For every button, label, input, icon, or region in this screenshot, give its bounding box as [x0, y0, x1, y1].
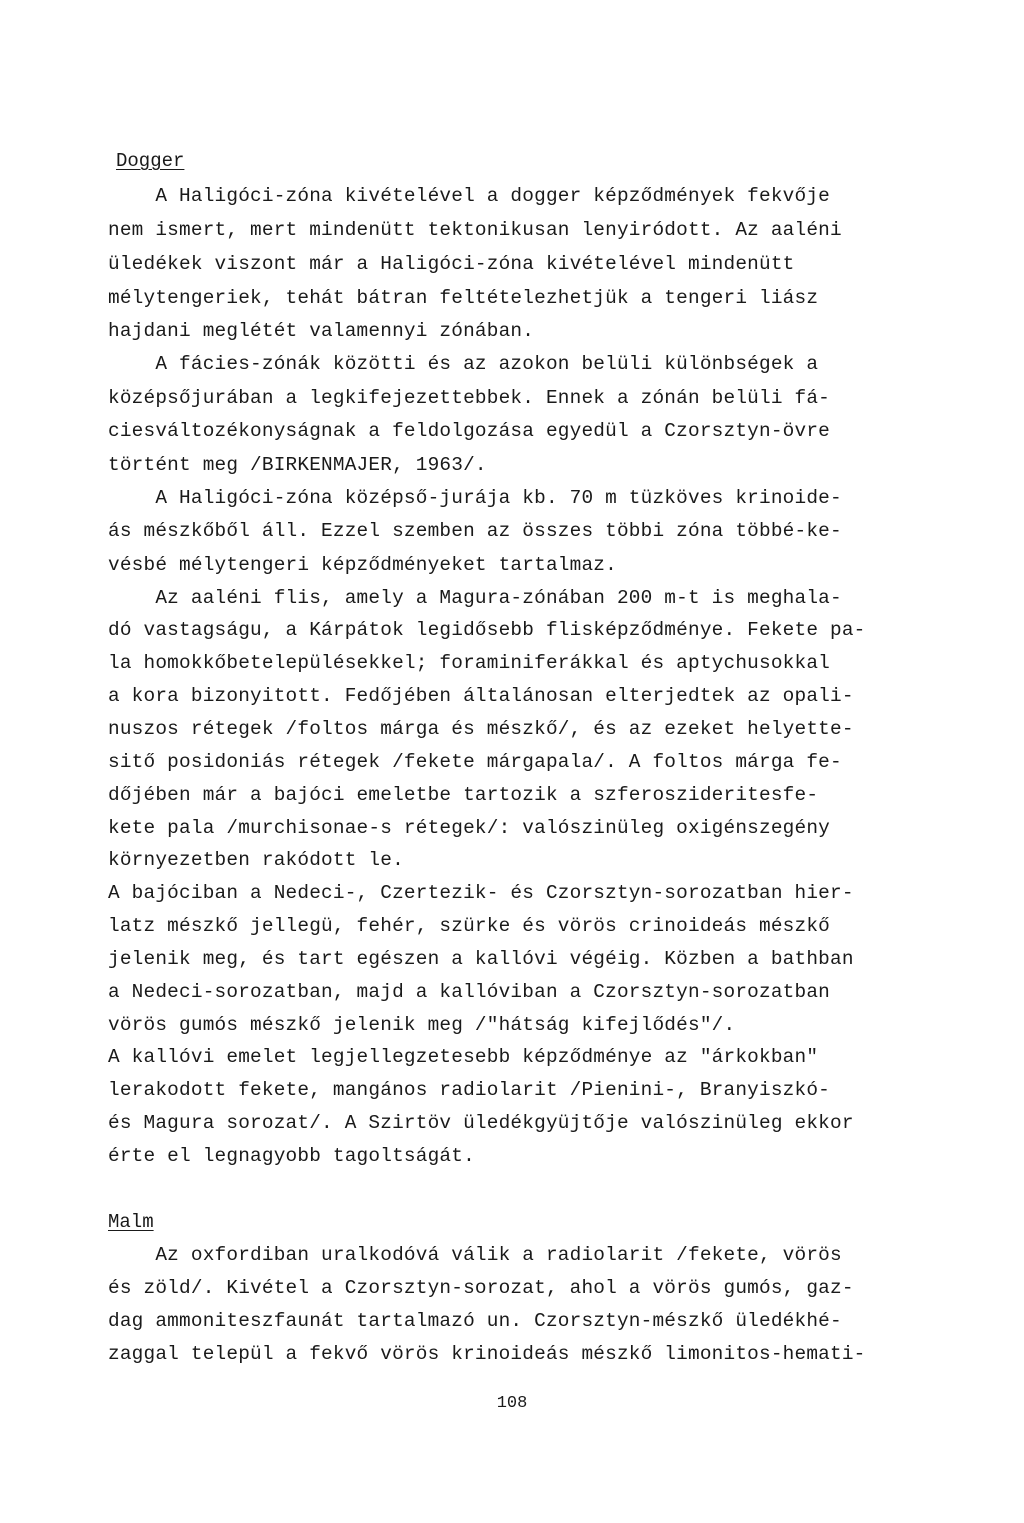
- section-heading-dogger: Dogger: [116, 150, 185, 172]
- text-line: és Magura sorozat/. A Szirtöv üledékgyüjtője valószinüleg ekkor: [108, 1112, 854, 1134]
- text-line: és zöld/. Kivétel a Czorsztyn-sorozat, ahol a vörös gumós, gaz-: [108, 1277, 854, 1299]
- text-line: nuszos rétegek /foltos márga és mészkő/, és az ezeket helyette-: [108, 718, 854, 740]
- text-line: hajdani meglétét valamennyi zónában.: [108, 320, 535, 342]
- text-line: latz mészkő jellegü, fehér, szürke és vörös crinoideás mészkő: [108, 915, 831, 937]
- text-line: A kallóvi emelet legjellegzetesebb képződménye az "árkokban": [108, 1046, 819, 1068]
- text-line: mélytengeriek, tehát bátran feltételezhetjük a tengeri liász: [108, 287, 819, 309]
- text-line: dó vastagságu, a Kárpátok legidősebb flisképződménye. Fekete pa-: [108, 619, 866, 641]
- text-line: középsőjurában a legkifejezettebbek. Ennek a zónán belüli fá-: [108, 387, 831, 409]
- section-heading-malm: Malm: [108, 1211, 154, 1233]
- text-line: ciesváltozékonyságnak a feldolgozása egyedül a Czorsztyn-övre: [108, 420, 831, 442]
- text-line: kete pala /murchisonae-s rétegek/: valószinüleg oxigénszegény: [108, 817, 831, 839]
- text-line: A fácies-zónák közötti és az azokon belüli különbségek a: [108, 353, 819, 375]
- text-line: dag ammoniteszfaunát tartalmazó un. Czorsztyn-mészkő üledékhé-: [108, 1310, 842, 1332]
- page-number: 108: [496, 1394, 528, 1413]
- text-line: történt meg /BIRKENMAJER, 1963/.: [108, 454, 487, 476]
- text-line: dőjében már a bajóci emeletbe tartozik a szferoszideritesfe-: [108, 784, 819, 806]
- text-line: A Haligóci-zóna kivételével a dogger képződmények fekvője: [108, 185, 831, 207]
- text-line: érte el legnagyobb tagoltságát.: [108, 1145, 475, 1167]
- text-line: a kora bizonyitott. Fedőjében általánosan elterjedtek az opali-: [108, 685, 854, 707]
- text-line: jelenik meg, és tart egészen a kallóvi végéig. Közben a bathban: [108, 948, 854, 970]
- text-line: nem ismert, mert mindenütt tektonikusan lenyiródott. Az aaléni: [108, 219, 842, 241]
- text-line: ás mészkőből áll. Ezzel szemben az összes többi zóna többé-ke-: [108, 520, 842, 542]
- text-line: la homokkőbetelepülésekkel; foraminiferákkal és aptychusokkal: [108, 652, 831, 674]
- text-line: Az oxfordiban uralkodóvá válik a radiolarit /fekete, vörös: [108, 1244, 842, 1266]
- text-line: vésbé mélytengeri képződményeket tartalmaz.: [108, 554, 617, 576]
- text-line: üledékek viszont már a Haligóci-zóna kivételével mindenütt: [108, 253, 795, 275]
- text-line: sitő posidoniás rétegek /fekete márgapala/. A foltos márga fe-: [108, 751, 842, 773]
- text-line: A Haligóci-zóna középső-jurája kb. 70 m tüzköves krinoide-: [108, 487, 842, 509]
- text-line: Az aaléni flis, amely a Magura-zónában 200 m-t is meghala-: [108, 587, 842, 609]
- text-line: a Nedeci-sorozatban, majd a kallóviban a Czorsztyn-sorozatban: [108, 981, 831, 1003]
- text-line: A bajóciban a Nedeci-, Czertezik- és Czorsztyn-sorozatban hier-: [108, 882, 854, 904]
- text-line: vörös gumós mészkő jelenik meg /"hátság kifejlődés"/.: [108, 1014, 736, 1036]
- text-line: lerakodott fekete, mangános radiolarit /Pienini-, Branyiszkó-: [108, 1079, 831, 1101]
- text-line: zaggal települ a fekvő vörös krinoideás mészkő limonitos-hemati-: [108, 1343, 866, 1365]
- text-line: környezetben rakódott le.: [108, 849, 404, 871]
